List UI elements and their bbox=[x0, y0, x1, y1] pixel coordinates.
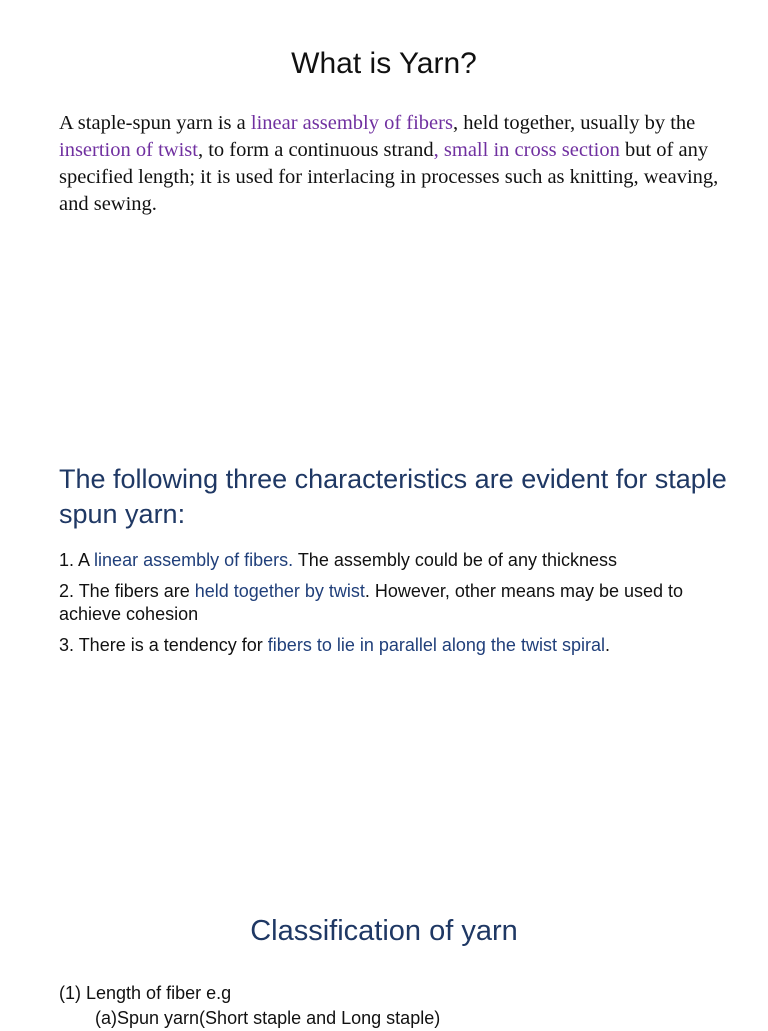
slide-what-is-yarn bbox=[0, 0, 768, 445]
item-text: . However, other means may be used to achieve cohesion bbox=[59, 581, 684, 624]
slide-title: The following three characteristics are evident for staple spun yarn: bbox=[59, 464, 727, 529]
item-highlight: held together by twist bbox=[194, 581, 365, 601]
slide-title: What is Yarn? bbox=[291, 47, 477, 80]
highlight-linear-assembly: linear assembly of fibers bbox=[250, 112, 453, 134]
list-item: (1) Length of fiber e.g bbox=[59, 983, 232, 1003]
highlight-small-cross-section: , small in cross section bbox=[433, 139, 620, 161]
item-text: 2. The fibers are bbox=[59, 581, 195, 601]
item-text: . bbox=[604, 635, 610, 655]
slide-classification bbox=[0, 890, 768, 1028]
list-subitem: (a)Spun yarn(Short staple and Long staple) bbox=[95, 1008, 441, 1028]
slide-title: Classification of yarn bbox=[250, 915, 518, 947]
item-text: 3. There is a tendency for bbox=[59, 635, 268, 655]
list-item bbox=[59, 549, 719, 572]
slide-three-characteristics bbox=[0, 445, 768, 890]
text-segment: , held together, usually by the bbox=[452, 112, 696, 134]
item-highlight: linear assembly of fibers. bbox=[94, 550, 294, 570]
characteristics-list bbox=[59, 549, 719, 665]
item-highlight: fibers to lie in parallel along the twist spiral bbox=[267, 635, 605, 655]
list-item bbox=[59, 634, 719, 657]
text-segment: A staple-spun yarn is a bbox=[59, 112, 251, 134]
list-item bbox=[59, 580, 719, 626]
definition-paragraph bbox=[59, 110, 719, 218]
text-segment: but of any specified length; it is used for interlacing in processes such as knitting, weaving, and sewing. bbox=[59, 139, 719, 215]
item-text: The assembly could be of any thickness bbox=[293, 550, 617, 570]
highlight-insertion-of-twist: insertion of twist bbox=[59, 139, 198, 161]
item-text: 1. A bbox=[59, 550, 95, 570]
text-segment: , to form a continuous strand bbox=[197, 139, 434, 161]
